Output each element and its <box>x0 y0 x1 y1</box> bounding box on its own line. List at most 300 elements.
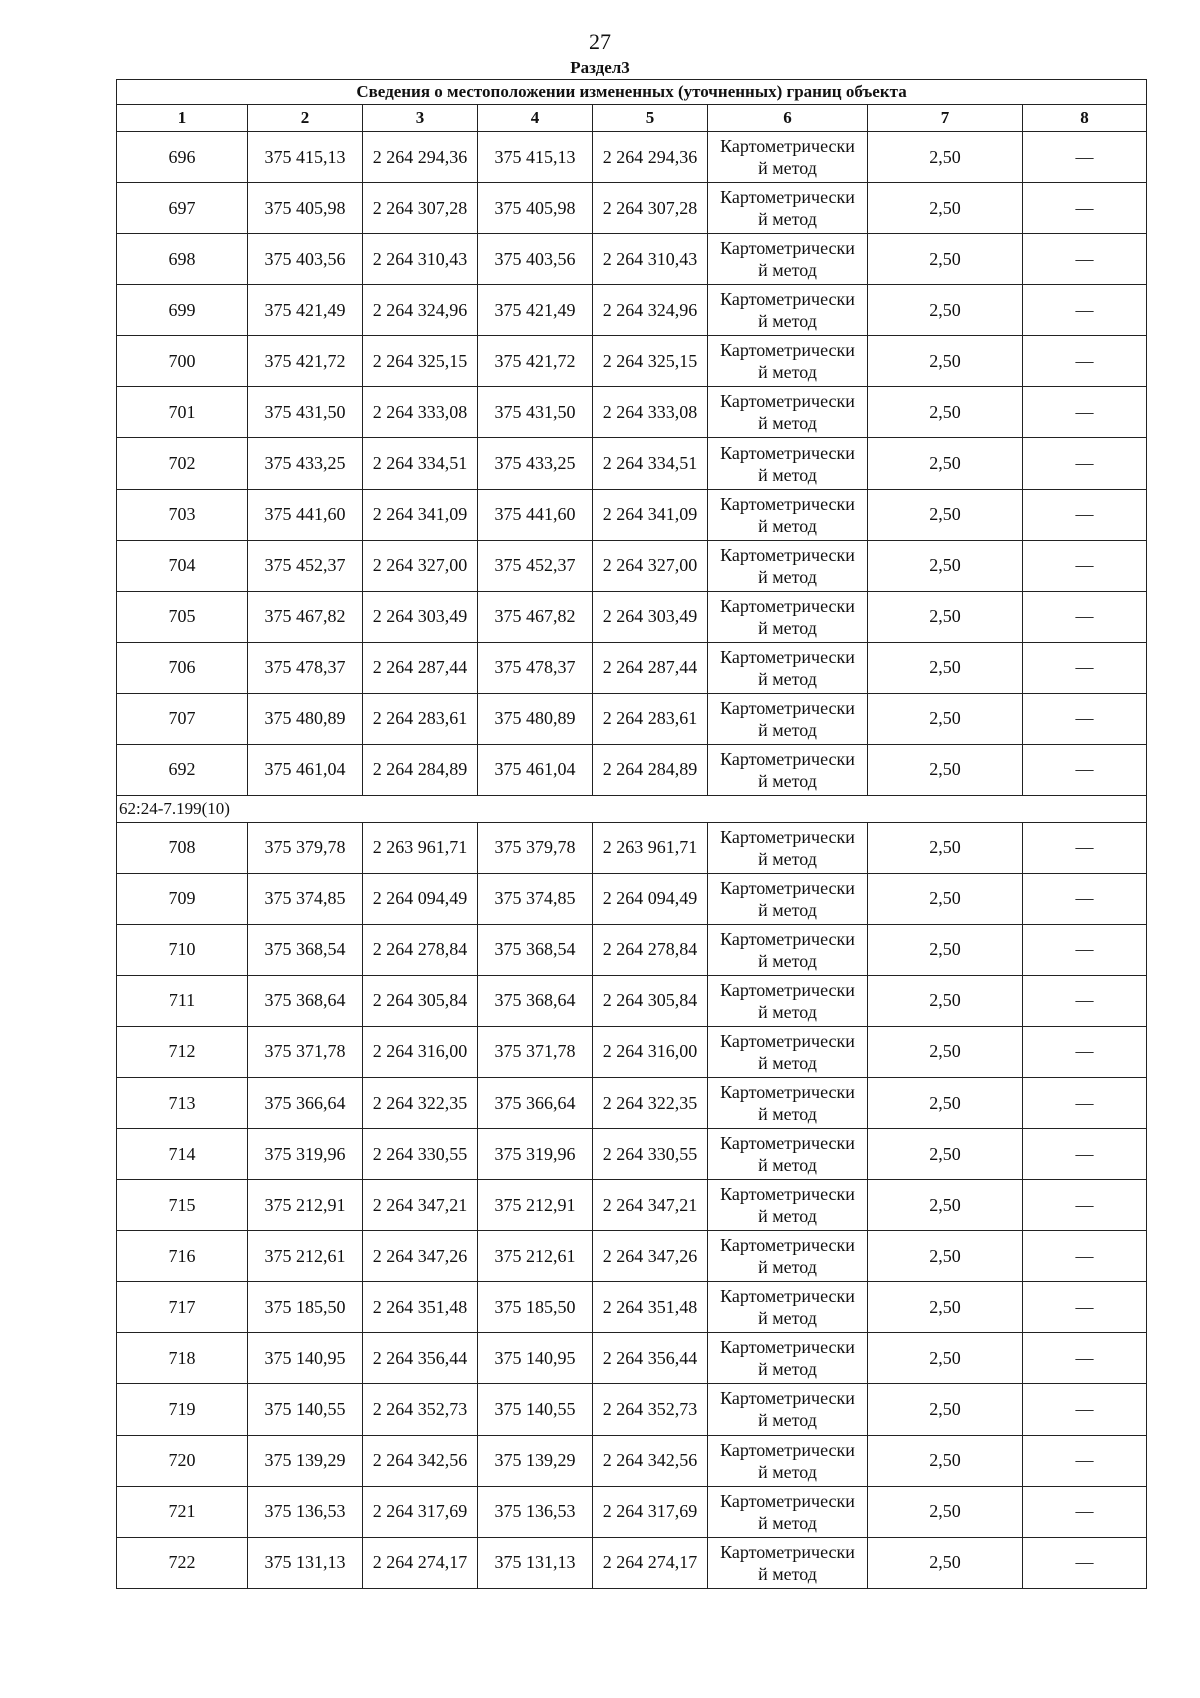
note-dash: — <box>1023 975 1147 1026</box>
method-cell <box>708 1282 868 1333</box>
method-text: Картометрически <box>720 544 855 565</box>
point-number: 715 <box>117 1180 248 1231</box>
point-number: 721 <box>117 1486 248 1537</box>
accuracy-value: 2,50 <box>868 1537 1023 1588</box>
accuracy-value: 2,50 <box>868 1333 1023 1384</box>
accuracy-value: 2,50 <box>868 1026 1023 1077</box>
y-coordinate: 2 263 961,71 <box>363 822 478 873</box>
point-number: 714 <box>117 1129 248 1180</box>
accuracy-value: 2,50 <box>868 336 1023 387</box>
y-coordinate: 2 264 341,09 <box>363 489 478 540</box>
point-number: 717 <box>117 1282 248 1333</box>
note-dash: — <box>1023 744 1147 795</box>
x-coordinate: 375 136,53 <box>478 1486 593 1537</box>
x-coordinate: 375 319,96 <box>248 1129 363 1180</box>
x-coordinate: 375 371,78 <box>248 1026 363 1077</box>
accuracy-value: 2,50 <box>868 489 1023 540</box>
table-row <box>117 873 1147 924</box>
accuracy-value: 2,50 <box>868 1180 1023 1231</box>
x-coordinate: 375 467,82 <box>248 591 363 642</box>
note-dash: — <box>1023 234 1147 285</box>
x-coordinate: 375 368,54 <box>478 924 593 975</box>
accuracy-value: 2,50 <box>868 387 1023 438</box>
x-coordinate: 375 212,61 <box>248 1231 363 1282</box>
point-number: 716 <box>117 1231 248 1282</box>
y-coordinate: 2 264 351,48 <box>363 1282 478 1333</box>
method-cell <box>708 873 868 924</box>
point-number: 703 <box>117 489 248 540</box>
method-text: Картометрически <box>720 1184 855 1205</box>
note-dash: — <box>1023 1129 1147 1180</box>
y-coordinate: 2 264 307,28 <box>593 183 708 234</box>
table-row <box>117 591 1147 642</box>
method-text: Картометрически <box>720 595 855 616</box>
x-coordinate: 375 140,95 <box>478 1333 593 1384</box>
table-row <box>117 1333 1147 1384</box>
table-row <box>117 1435 1147 1486</box>
y-coordinate: 2 263 961,71 <box>593 822 708 873</box>
table-row <box>117 642 1147 693</box>
x-coordinate: 375 403,56 <box>248 234 363 285</box>
method-cell <box>708 642 868 693</box>
x-coordinate: 375 368,64 <box>248 975 363 1026</box>
y-coordinate: 2 264 330,55 <box>593 1129 708 1180</box>
y-coordinate: 2 264 283,61 <box>363 693 478 744</box>
accuracy-value: 2,50 <box>868 744 1023 795</box>
accuracy-value: 2,50 <box>868 285 1023 336</box>
y-coordinate: 2 264 352,73 <box>593 1384 708 1435</box>
x-coordinate: 375 480,89 <box>248 693 363 744</box>
method-cell <box>708 489 868 540</box>
y-coordinate: 2 264 352,73 <box>363 1384 478 1435</box>
note-dash: — <box>1023 540 1147 591</box>
y-coordinate: 2 264 334,51 <box>363 438 478 489</box>
y-coordinate: 2 264 356,44 <box>363 1333 478 1384</box>
method-cell <box>708 1537 868 1588</box>
column-number-row <box>117 105 1147 132</box>
method-cell <box>708 1231 868 1282</box>
y-coordinate: 2 264 347,26 <box>363 1231 478 1282</box>
point-number: 712 <box>117 1026 248 1077</box>
group-row <box>117 796 1147 823</box>
method-text: й метод <box>758 1512 817 1533</box>
method-cell <box>708 183 868 234</box>
point-number: 708 <box>117 822 248 873</box>
method-text: й метод <box>758 158 817 179</box>
x-coordinate: 375 421,49 <box>478 285 593 336</box>
y-coordinate: 2 264 342,56 <box>363 1435 478 1486</box>
note-dash: — <box>1023 1537 1147 1588</box>
table-row <box>117 387 1147 438</box>
method-text: Картометрически <box>720 1235 855 1256</box>
x-coordinate: 375 212,61 <box>478 1231 593 1282</box>
y-coordinate: 2 264 327,00 <box>363 540 478 591</box>
x-coordinate: 375 421,49 <box>248 285 363 336</box>
method-text: й метод <box>758 848 817 869</box>
column-header: 1 <box>117 105 248 132</box>
point-number: 705 <box>117 591 248 642</box>
x-coordinate: 375 478,37 <box>248 642 363 693</box>
table-row <box>117 1231 1147 1282</box>
y-coordinate: 2 264 317,69 <box>363 1486 478 1537</box>
y-coordinate: 2 264 347,26 <box>593 1231 708 1282</box>
method-text: Картометрически <box>720 979 855 1000</box>
table-row <box>117 132 1147 183</box>
y-coordinate: 2 264 284,89 <box>593 744 708 795</box>
accuracy-value: 2,50 <box>868 642 1023 693</box>
point-number: 692 <box>117 744 248 795</box>
method-text: й метод <box>758 1563 817 1584</box>
x-coordinate: 375 431,50 <box>478 387 593 438</box>
accuracy-value: 2,50 <box>868 1282 1023 1333</box>
note-dash: — <box>1023 642 1147 693</box>
method-text: й метод <box>758 719 817 740</box>
method-cell <box>708 744 868 795</box>
note-dash: — <box>1023 1435 1147 1486</box>
note-dash: — <box>1023 1333 1147 1384</box>
point-number: 720 <box>117 1435 248 1486</box>
method-text: Картометрически <box>720 1439 855 1460</box>
table-row <box>117 234 1147 285</box>
method-text: Картометрически <box>720 493 855 514</box>
table-caption-row <box>117 80 1147 105</box>
table-caption: Сведения о местоположении измененных (уточненных) границ объекта <box>117 80 1147 105</box>
point-number: 713 <box>117 1077 248 1128</box>
point-number: 700 <box>117 336 248 387</box>
accuracy-value: 2,50 <box>868 234 1023 285</box>
y-coordinate: 2 264 351,48 <box>593 1282 708 1333</box>
method-cell <box>708 1180 868 1231</box>
x-coordinate: 375 131,13 <box>478 1537 593 1588</box>
method-text: Картометрически <box>720 442 855 463</box>
x-coordinate: 375 371,78 <box>478 1026 593 1077</box>
column-header: 2 <box>248 105 363 132</box>
method-text: й метод <box>758 1410 817 1431</box>
x-coordinate: 375 368,54 <box>248 924 363 975</box>
note-dash: — <box>1023 924 1147 975</box>
y-coordinate: 2 264 303,49 <box>593 591 708 642</box>
method-text: й метод <box>758 950 817 971</box>
method-cell <box>708 1026 868 1077</box>
y-coordinate: 2 264 310,43 <box>593 234 708 285</box>
method-text: Картометрически <box>720 1286 855 1307</box>
table-row <box>117 1384 1147 1435</box>
point-number: 702 <box>117 438 248 489</box>
table-row <box>117 438 1147 489</box>
y-coordinate: 2 264 341,09 <box>593 489 708 540</box>
y-coordinate: 2 264 305,84 <box>593 975 708 1026</box>
note-dash: — <box>1023 822 1147 873</box>
method-text: й метод <box>758 1001 817 1022</box>
method-cell <box>708 438 868 489</box>
note-dash: — <box>1023 873 1147 924</box>
accuracy-value: 2,50 <box>868 591 1023 642</box>
x-coordinate: 375 185,50 <box>248 1282 363 1333</box>
method-text: й метод <box>758 770 817 791</box>
y-coordinate: 2 264 347,21 <box>593 1180 708 1231</box>
x-coordinate: 375 467,82 <box>478 591 593 642</box>
x-coordinate: 375 415,13 <box>248 132 363 183</box>
y-coordinate: 2 264 327,00 <box>593 540 708 591</box>
x-coordinate: 375 374,85 <box>248 873 363 924</box>
y-coordinate: 2 264 274,17 <box>363 1537 478 1588</box>
note-dash: — <box>1023 1282 1147 1333</box>
y-coordinate: 2 264 294,36 <box>593 132 708 183</box>
method-cell <box>708 285 868 336</box>
y-coordinate: 2 264 094,49 <box>593 873 708 924</box>
y-coordinate: 2 264 278,84 <box>593 924 708 975</box>
method-text: й метод <box>758 1104 817 1124</box>
point-number: 718 <box>117 1333 248 1384</box>
y-coordinate: 2 264 287,44 <box>593 642 708 693</box>
y-coordinate: 2 264 305,84 <box>363 975 478 1026</box>
accuracy-value: 2,50 <box>868 1077 1023 1128</box>
method-text: Картометрически <box>720 289 855 310</box>
note-dash: — <box>1023 489 1147 540</box>
table-row <box>117 1537 1147 1588</box>
y-coordinate: 2 264 347,21 <box>363 1180 478 1231</box>
note-dash: — <box>1023 387 1147 438</box>
y-coordinate: 2 264 283,61 <box>593 693 708 744</box>
accuracy-value: 2,50 <box>868 873 1023 924</box>
x-coordinate: 375 212,91 <box>478 1180 593 1231</box>
method-text: й метод <box>758 1461 817 1482</box>
method-text: Картометрически <box>720 136 855 157</box>
x-coordinate: 375 421,72 <box>478 336 593 387</box>
table-row <box>117 1077 1147 1128</box>
x-coordinate: 375 366,64 <box>248 1077 363 1128</box>
table-row <box>117 489 1147 540</box>
method-text: Картометрически <box>720 1337 855 1358</box>
method-text: й метод <box>758 209 817 230</box>
method-cell <box>708 924 868 975</box>
point-number: 704 <box>117 540 248 591</box>
method-text: й метод <box>758 515 817 536</box>
x-coordinate: 375 131,13 <box>248 1537 363 1588</box>
method-cell <box>708 822 868 873</box>
method-text: Картометрически <box>720 187 855 208</box>
y-coordinate: 2 264 287,44 <box>363 642 478 693</box>
note-dash: — <box>1023 1026 1147 1077</box>
method-text: Картометрически <box>720 928 855 949</box>
y-coordinate: 2 264 325,15 <box>593 336 708 387</box>
column-header: 8 <box>1023 105 1147 132</box>
y-coordinate: 2 264 317,69 <box>593 1486 708 1537</box>
method-cell <box>708 1384 868 1435</box>
method-text: Картометрически <box>720 697 855 718</box>
y-coordinate: 2 264 094,49 <box>363 873 478 924</box>
y-coordinate: 2 264 284,89 <box>363 744 478 795</box>
x-coordinate: 375 405,98 <box>248 183 363 234</box>
table-row <box>117 285 1147 336</box>
page-number: 27 <box>589 29 611 54</box>
y-coordinate: 2 264 325,15 <box>363 336 478 387</box>
table-row <box>117 975 1147 1026</box>
column-header: 7 <box>868 105 1023 132</box>
table-row <box>117 336 1147 387</box>
y-coordinate: 2 264 322,35 <box>593 1077 708 1128</box>
point-number: 722 <box>117 1537 248 1588</box>
accuracy-value: 2,50 <box>868 1486 1023 1537</box>
x-coordinate: 375 212,91 <box>248 1180 363 1231</box>
method-text: Картометрически <box>720 391 855 412</box>
accuracy-value: 2,50 <box>868 1231 1023 1282</box>
accuracy-value: 2,50 <box>868 540 1023 591</box>
y-coordinate: 2 264 316,00 <box>363 1026 478 1077</box>
x-coordinate: 375 319,96 <box>478 1129 593 1180</box>
accuracy-value: 2,50 <box>868 1435 1023 1486</box>
y-coordinate: 2 264 278,84 <box>363 924 478 975</box>
table-row <box>117 183 1147 234</box>
method-text: й метод <box>758 464 817 485</box>
method-text: Картометрически <box>720 1541 855 1562</box>
point-number: 701 <box>117 387 248 438</box>
method-cell <box>708 1486 868 1537</box>
y-coordinate: 2 264 303,49 <box>363 591 478 642</box>
method-text: Картометрически <box>720 1030 855 1051</box>
method-text: й метод <box>758 1257 817 1278</box>
table-row <box>117 540 1147 591</box>
column-header: 5 <box>593 105 708 132</box>
note-dash: — <box>1023 693 1147 744</box>
method-text: й метод <box>758 899 817 920</box>
method-text: й метод <box>758 1206 817 1227</box>
x-coordinate: 375 368,64 <box>478 975 593 1026</box>
method-cell <box>708 591 868 642</box>
method-text: й метод <box>758 1308 817 1329</box>
x-coordinate: 375 405,98 <box>478 183 593 234</box>
x-coordinate: 375 415,13 <box>478 132 593 183</box>
point-number: 707 <box>117 693 248 744</box>
y-coordinate: 2 264 330,55 <box>363 1129 478 1180</box>
x-coordinate: 375 379,78 <box>478 822 593 873</box>
y-coordinate: 2 264 342,56 <box>593 1435 708 1486</box>
accuracy-value: 2,50 <box>868 822 1023 873</box>
y-coordinate: 2 264 294,36 <box>363 132 478 183</box>
note-dash: — <box>1023 438 1147 489</box>
method-text: й метод <box>758 1052 817 1073</box>
method-cell <box>708 132 868 183</box>
accuracy-value: 2,50 <box>868 183 1023 234</box>
x-coordinate: 375 452,37 <box>248 540 363 591</box>
point-number: 698 <box>117 234 248 285</box>
method-text: Картометрически <box>720 238 855 259</box>
point-number: 710 <box>117 924 248 975</box>
column-header: 6 <box>708 105 868 132</box>
column-header: 3 <box>363 105 478 132</box>
y-coordinate: 2 264 310,43 <box>363 234 478 285</box>
x-coordinate: 375 374,85 <box>478 873 593 924</box>
table-row <box>117 744 1147 795</box>
x-coordinate: 375 136,53 <box>248 1486 363 1537</box>
table-row <box>117 1129 1147 1180</box>
accuracy-value: 2,50 <box>868 132 1023 183</box>
point-number: 697 <box>117 183 248 234</box>
method-text: й метод <box>758 1155 817 1176</box>
point-number: 711 <box>117 975 248 1026</box>
table-row <box>117 1282 1147 1333</box>
method-text: Картометрически <box>720 748 855 769</box>
x-coordinate: 375 433,25 <box>248 438 363 489</box>
method-cell <box>708 693 868 744</box>
y-coordinate: 2 264 334,51 <box>593 438 708 489</box>
x-coordinate: 375 139,29 <box>478 1435 593 1486</box>
method-cell <box>708 336 868 387</box>
method-text: Картометрически <box>720 1388 855 1409</box>
method-cell <box>708 1435 868 1486</box>
method-text: Картометрически <box>720 877 855 898</box>
x-coordinate: 375 421,72 <box>248 336 363 387</box>
x-coordinate: 375 140,95 <box>248 1333 363 1384</box>
y-coordinate: 2 264 324,96 <box>363 285 478 336</box>
note-dash: — <box>1023 591 1147 642</box>
note-dash: — <box>1023 285 1147 336</box>
x-coordinate: 375 140,55 <box>478 1384 593 1435</box>
x-coordinate: 375 433,25 <box>478 438 593 489</box>
note-dash: — <box>1023 1180 1147 1231</box>
accuracy-value: 2,50 <box>868 924 1023 975</box>
x-coordinate: 375 461,04 <box>478 744 593 795</box>
accuracy-value: 2,50 <box>868 975 1023 1026</box>
x-coordinate: 375 403,56 <box>478 234 593 285</box>
method-text: й метод <box>758 1359 817 1380</box>
accuracy-value: 2,50 <box>868 438 1023 489</box>
table-row <box>117 693 1147 744</box>
table-row <box>117 924 1147 975</box>
method-cell <box>708 1333 868 1384</box>
column-header: 4 <box>478 105 593 132</box>
method-cell <box>708 1077 868 1128</box>
method-text: Картометрически <box>720 340 855 361</box>
x-coordinate: 375 139,29 <box>248 1435 363 1486</box>
method-text: й метод <box>758 566 817 587</box>
note-dash: — <box>1023 1486 1147 1537</box>
y-coordinate: 2 264 274,17 <box>593 1537 708 1588</box>
method-cell <box>708 387 868 438</box>
cadastral-group-label: 62:24-7.199(10) <box>117 796 1147 823</box>
accuracy-value: 2,50 <box>868 1384 1023 1435</box>
method-cell <box>708 1129 868 1180</box>
y-coordinate: 2 264 324,96 <box>593 285 708 336</box>
method-text: Картометрически <box>720 1490 855 1511</box>
note-dash: — <box>1023 1231 1147 1282</box>
method-text: Картометрически <box>720 1082 855 1102</box>
table-row <box>117 1486 1147 1537</box>
x-coordinate: 375 452,37 <box>478 540 593 591</box>
method-cell <box>708 234 868 285</box>
accuracy-value: 2,50 <box>868 693 1023 744</box>
method-text: Картометрически <box>720 1133 855 1154</box>
method-text: й метод <box>758 617 817 638</box>
point-number: 719 <box>117 1384 248 1435</box>
x-coordinate: 375 441,60 <box>248 489 363 540</box>
y-coordinate: 2 264 333,08 <box>363 387 478 438</box>
y-coordinate: 2 264 333,08 <box>593 387 708 438</box>
point-number: 706 <box>117 642 248 693</box>
note-dash: — <box>1023 1384 1147 1435</box>
x-coordinate: 375 140,55 <box>248 1384 363 1435</box>
method-cell <box>708 540 868 591</box>
x-coordinate: 375 478,37 <box>478 642 593 693</box>
point-number: 699 <box>117 285 248 336</box>
method-text: Картометрически <box>720 826 855 847</box>
y-coordinate: 2 264 316,00 <box>593 1026 708 1077</box>
method-text: Картометрически <box>720 646 855 667</box>
table-row <box>117 822 1147 873</box>
x-coordinate: 375 480,89 <box>478 693 593 744</box>
point-number: 696 <box>117 132 248 183</box>
x-coordinate: 375 185,50 <box>478 1282 593 1333</box>
